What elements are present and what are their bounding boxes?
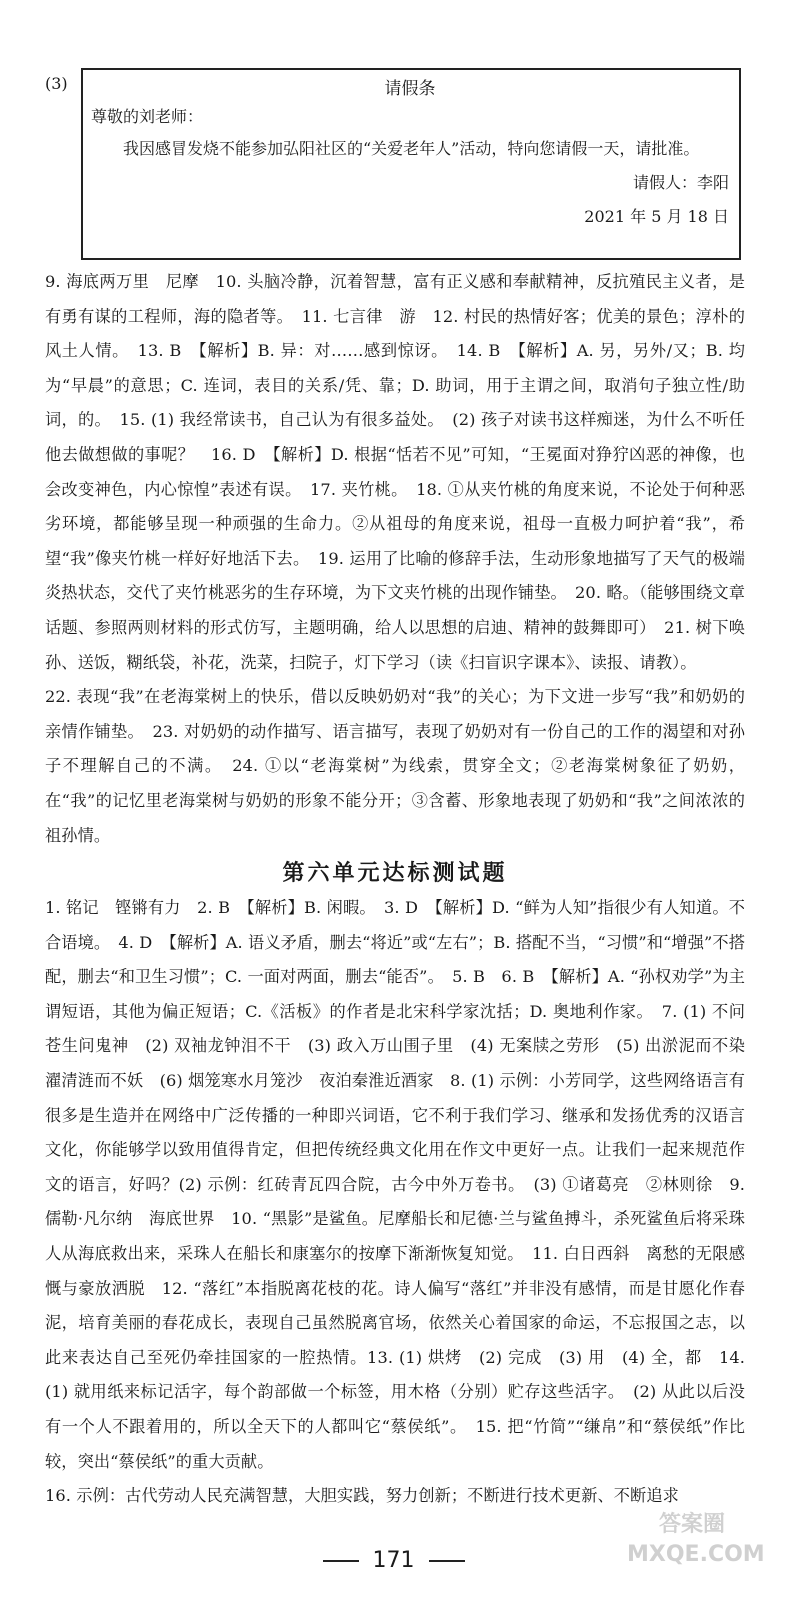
page-number: 171	[372, 1548, 415, 1573]
leave-note-signature: 请假人：李阳	[632, 173, 729, 192]
leave-note-box	[81, 68, 741, 260]
footer-dash-left	[323, 1560, 359, 1562]
leave-note-section	[45, 60, 745, 265]
answers-paragraph: 1. 铭记 铿锵有力 2. B 【解析】B. 闲暇。 3. D 【解析】D. “鲜为人知”指很少有人知道。不合语境。 4. D 【解析】A. 语义矛盾，删去“将近”或“左右”；B. 搭配不当，“习惯”和“增强”不搭配，删去“和卫生习惯”；C. 一面对两面，删去“能否”。 5. B 6. B 【解析】A. “孙权劝学”为主谓短语，其他为偏正短语；C.《活板》的作者是北宋科学家沈括；D. 奥地利作家。 7. (1) 不问苍生问鬼神 (2) 双袖龙钟泪不干 (3) 政入万山围子里 (4) 无案牍之劳形 (5) 出淤泥而不染 濯清涟而不妖 (6) 烟笼寒水月笼沙 夜泊秦淮近酒家 8. (1) 示例：小芳同学，这些网络语言有很多是生造并在网络中广泛传播的一种即兴词语，它不利于我们学习、继承和发扬优秀的汉语言文化，你能够学以致用值得肯定，但把传统经典文化用在作文中更好一点。让我们一起来规范作文的语言，好吗？(2) 示例：红砖青瓦四合院，古今中外万卷书。 (3) ①诸葛亮 ②林则徐 9. 儒勒·凡尔纳 海底世界 10. “黑影”是鲨鱼。尼摩船长和尼德·兰与鲨鱼搏斗，杀死鲨鱼后将采珠人从海底救出来，采珠人在船长和康塞尔的按摩下渐渐恢复知觉。 11. 白日西斜 离愁的无限感慨与豪放洒脱 12. “落红”本指脱离花枝的花。诗人偏写“落红”并非没有感情，而是甘愿化作春泥，培育美丽的春花成长，表现自己虽然脱离官场，依然关心着国家的命运，不忘报国之志，以此来表达自己至死仍牵挂国家的一腔热情。13. (1) 烘烤 (2) 完成 (3) 用 (4) 全，都 14. (1) 就用纸来标记活字，每个韵部做一个标签，用木格（分别）贮存这些活字。 (2) 从此以后没有一个人不跟着用的，所以全天下的人都叫它“蔡侯纸”。 15. 把“竹简”“缣帛”和“蔡侯纸”作比较，突出“蔡侯纸”的重大贡献。	[45, 898, 762, 1471]
answer-page	[45, 60, 762, 1514]
question-number: (3)	[45, 74, 68, 93]
answers-paragraph: 16. 示例：古代劳动人民充满智慧，大胆实践，努力创新；不断进行技术更新、不断追求	[45, 1486, 679, 1506]
section-title: 第六单元达标测试题	[282, 860, 508, 887]
answers-block-1	[45, 265, 745, 853]
leave-note-body: 我因感冒发烧不能参加弘阳社区的“关爱老年人”活动，特向您请假一天，请批准。	[123, 139, 700, 158]
answers-paragraph: 9. 海底两万里 尼摩 10. 头脑冷静，沉着智慧，富有正义感和奉献精神，反抗殖民主义者，是有勇有谋的工程师，海的隐者等。 11. 七言律 游 12. 村民的热情好客；优美的景色；淳朴的风土人情。 13. B 【解析】B. 异：对……感到惊讶。 14. B 【解析】A. 另，另外/又；B. 均为“早晨”的意思；C. 连词，表目的关系/凭、靠；D. 助词，用于主谓之间，取消句子独立性/助词，的。 15. (1) 我经常读书，自己认为有很多益处。 (2) 孩子对读书这样痴迷，为什么不听任他去做想做的事呢？ 16. D 【解析】D. 根据“恬若不见”可知，“王冕面对狰狞凶恶的神像，也会改变神色，内心惊惶”表述有误。 17. 夹竹桃。 18. ①从夹竹桃的角度来说，不论处于何种恶劣环境，都能够呈现一种顽强的生命力。②从祖母的角度来说，祖母一直极力呵护着“我”，希望“我”像夹竹桃一样好好地活下去。 19. 运用了比喻的修辞手法，生动形象地描写了天气的极端炎热状态，交代了夹竹桃恶劣的生存环境，为下文夹竹桃的出现作铺垫。 20. 略。（能够围绕文章话题、参照两则材料的形式仿写，主题明确，给人以思想的启迪、精神的鼓舞即可） 21. 树下唤孙、送饭，糊纸袋，补花，洗菜，扫院子，灯下学习（读《扫盲识字课本》、读报、请教）。	[45, 272, 745, 672]
watermark-logo: 答案圈 MXQE.COM	[627, 1512, 765, 1567]
leave-note-title: 请假条	[384, 79, 436, 99]
leave-note-date: 2021 年 5 月 18 日	[584, 207, 729, 226]
leave-note-greeting: 尊敬的刘老师：	[91, 107, 204, 126]
answers-paragraph: 22. 表现“我”在老海棠树上的快乐，借以反映奶奶对“我”的关心；为下文进一步写“我”和奶奶的亲情作铺垫。 23. 对奶奶的动作描写、语言描写，表现了奶奶对有一份自己的工作的渴望和对孙子不理解自己的不满。 24. ①以“老海棠树”为线索，贯穿全文；②老海棠树象征了奶奶，在“我”的记忆里老海棠树与奶奶的形象不能分开；③含蓄、形象地表现了奶奶和“我”之间浓浓的祖孙情。	[45, 687, 745, 845]
footer-dash-right	[429, 1560, 465, 1562]
answers-block-2	[45, 891, 762, 1514]
